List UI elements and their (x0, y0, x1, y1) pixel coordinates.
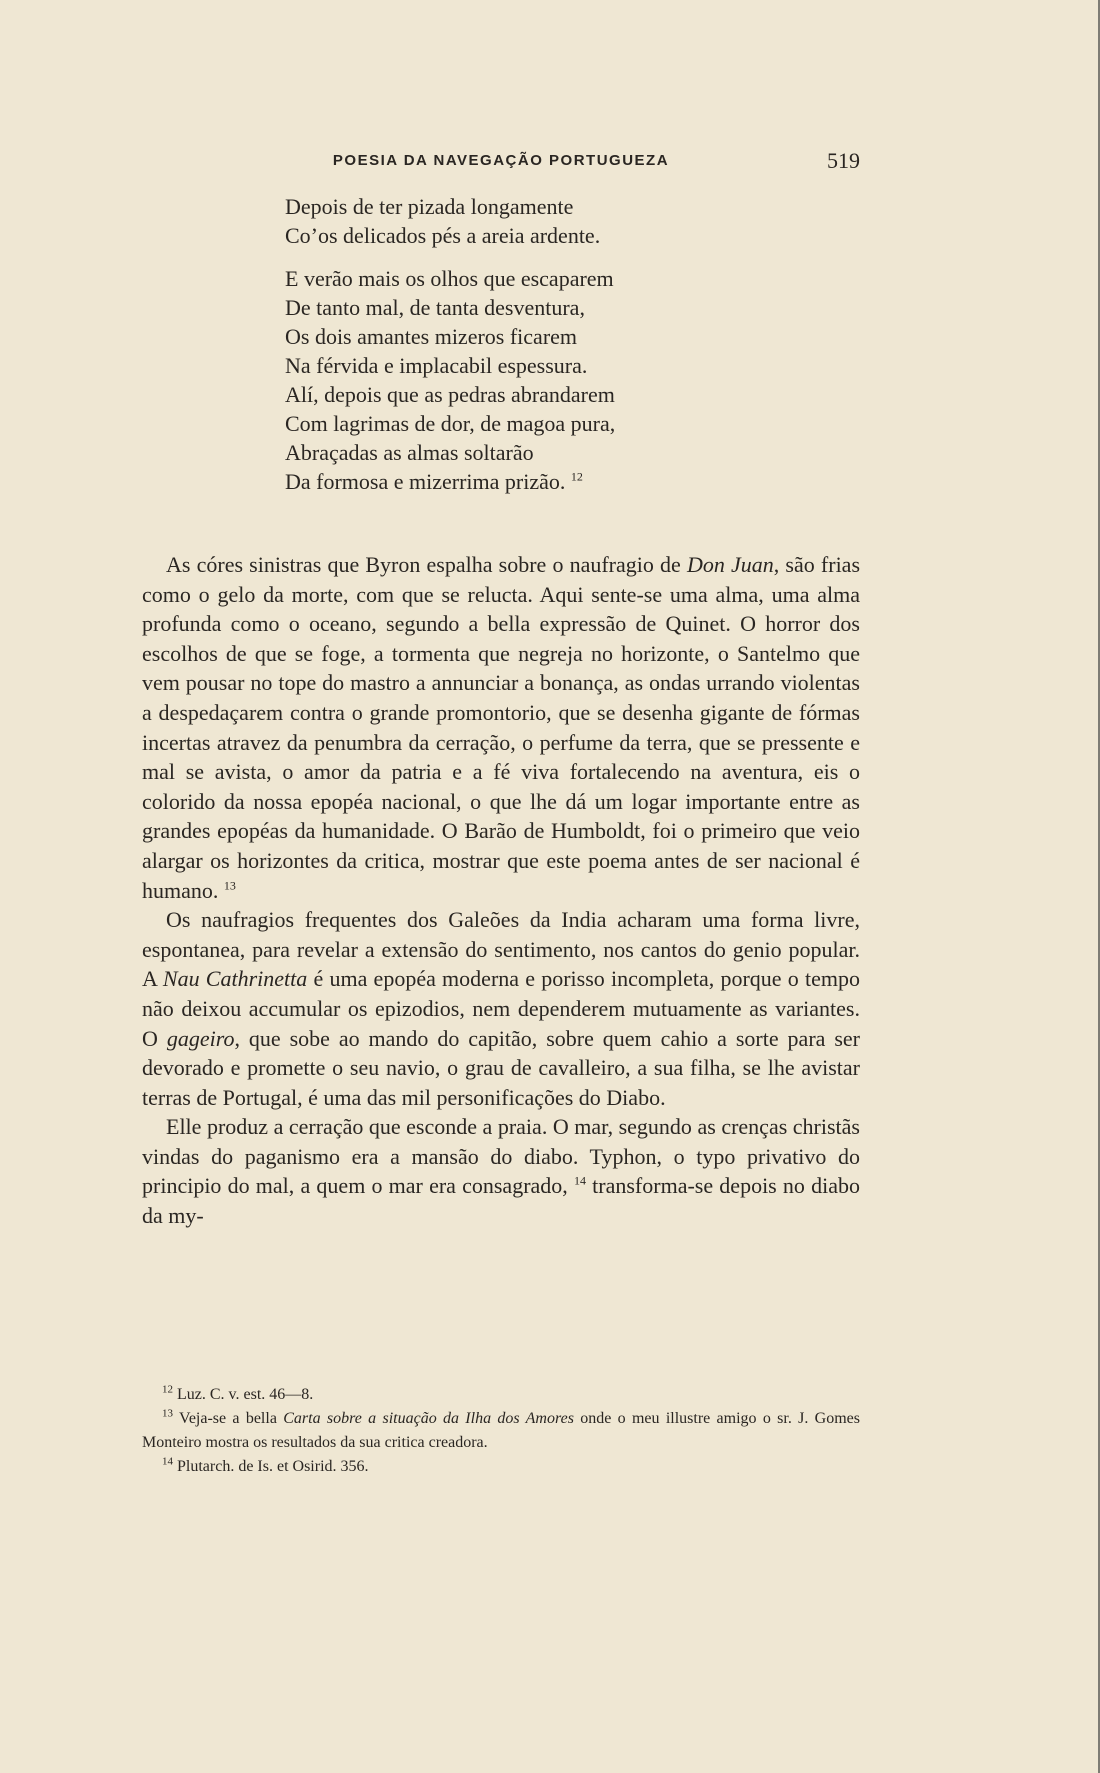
text-run: é uma epopéa moderna e porisso incompleta, porque o tempo não deixou accumular os epizodios, nem dependerem mutuamente as variantes. O (142, 966, 860, 1051)
paragraph (142, 550, 860, 905)
paragraph (142, 905, 860, 1112)
verse-stanza (285, 192, 615, 250)
footnote-text: Luz. C. v. est. 46—8. (177, 1386, 314, 1403)
footnote-text: Veja-se a bella (179, 1410, 284, 1427)
italic-term: gageiro (166, 1025, 235, 1051)
paragraph (142, 1112, 860, 1230)
italic-title: Carta sobre a situação da Ilha dos Amores (283, 1410, 574, 1427)
text-run: Os naufragios frequentes dos Galeões da India acharam uma forma livre, espontanea, para revelar a extensão do sentimento, nos cantos do genio popular. A (142, 907, 860, 992)
text-run: , que sobe ao mando do capitão, sobre quem cahio a sorte para ser devorado e promette o seu navio, o grau de cavalleiro, a sua filha, se lhe avistar terras de Portugal, é uma das mil personificações do Diabo. (142, 1025, 860, 1110)
body-text (142, 550, 860, 1231)
footnote-ref[interactable]: 13 (223, 878, 236, 893)
verse-stanza (285, 264, 615, 496)
footnote (142, 1383, 860, 1407)
verse-line: Depois de ter pizada longamente (285, 194, 574, 219)
verse-line: Na férvida e implacabil espessura. (285, 353, 588, 378)
verse-line: Com lagrimas de dor, de magoa pura, (285, 411, 616, 436)
verse-line: De tanto mal, de tanta desventura, (285, 295, 585, 320)
text-run: transforma-se depois no diabo da my- (142, 1173, 860, 1229)
footnote-ref[interactable]: 14 (573, 1174, 586, 1189)
verse-line-text: Da formosa e mizerrima prizão. (285, 469, 566, 494)
verse-line: Alí, depois que as pedras abrandarem (285, 382, 615, 407)
footnote (142, 1455, 860, 1479)
footnote-number: 13 (162, 1407, 173, 1420)
footnote-text: onde o meu illustre amigo o sr. J. Gomes Monteiro mostra os resultados da sua critica creadora. (142, 1410, 861, 1451)
italic-title: Don Juan (686, 552, 774, 577)
verse-line: Os dois amantes mizeros ficarem (285, 324, 578, 349)
text-run: , são frias como o gelo da morte, com que se relucta. Aqui sente-se uma alma, uma alma profunda como o oceano, segundo a bella expressão de Quinet. O horror dos escolhos de que se foge, a tormenta que negreja no horizonte, o Santelmo que vem pousar no tope do mastro a annunciar a bonança, as ondas urrando violentas a despedaçarem contra o grande promontorio, que se desenha gigante de fórmas incertas atravez da penumbra da cerração, o perfume da terra, que se pressente e mal se avista, o amor da patria e a fé viva fortalecendo na aventura, eis o colorido da nossa epopéa nacional, o que lhe dá um logar importante entre as grandes epopéas da humanidade. O Barão de Humboldt, foi o primeiro que veio alargar os horizontes da critica, mostrar que este poema antes de ser nacional é humano. (142, 552, 861, 903)
footnote-ref[interactable]: 12 (570, 469, 583, 484)
text-run: Elle produz a cerração que esconde a praia. O mar, segundo as crenças christãs vindas do paganismo era a mansão do diabo. Typhon, o typo privativo do principio do mal, a quem o mar era consagrado, (142, 1114, 860, 1199)
footnotes (142, 1383, 860, 1479)
page-number: 519 (827, 148, 860, 173)
verse-line: Co’os delicados pés a areia ardente. (285, 223, 601, 248)
footnote-number: 12 (162, 1383, 173, 1396)
verse-line: Abraçadas as almas soltarão (285, 440, 534, 465)
italic-title: Nau Cathrinetta (162, 966, 308, 992)
footnote-text: Plutarch. de Is. et Osirid. 356. (177, 1458, 369, 1475)
verse-line (285, 467, 615, 496)
page-header (142, 148, 860, 178)
verse-block (285, 192, 615, 510)
verse-line: E verão mais os olhos que escaparem (285, 266, 614, 291)
text-run: As córes sinistras que Byron espalha sobre o naufragio de (166, 552, 687, 577)
running-title: POESIA DA NAVEGAÇÃO PORTUGUEZA (332, 152, 670, 169)
footnote-number: 14 (162, 1455, 173, 1468)
footnote (142, 1407, 860, 1455)
